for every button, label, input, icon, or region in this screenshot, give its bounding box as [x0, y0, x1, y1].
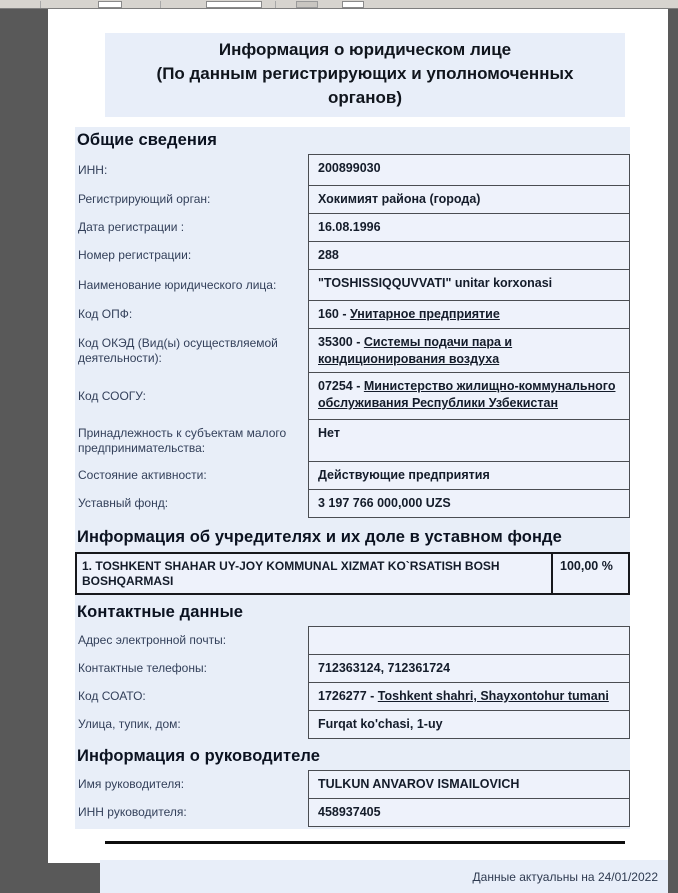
field-label: Код СООГУ:	[78, 388, 146, 403]
field-value-opf-code	[308, 300, 630, 329]
field-label: Контактные телефоны:	[78, 661, 207, 675]
field-value-reg-organ: Хокимият района (города)	[308, 185, 630, 214]
field-value-street: Furqat ko'chasi, 1-uy	[308, 710, 630, 739]
field-label: Состояние активности:	[78, 468, 207, 482]
field-label: Наименование юридического лица:	[78, 277, 277, 292]
field-label: Код ОКЭД (Вид(ы) осуществляемой деятельности):	[78, 335, 278, 365]
document-title	[105, 33, 625, 117]
code-prefix: 1726277 -	[318, 689, 378, 703]
field-value-reg-date: 16.08.1996	[308, 213, 630, 242]
field-value-director-inn: 458937405	[308, 798, 630, 827]
code-prefix: 07254 -	[318, 379, 364, 393]
toolbar-input-fragment[interactable]	[342, 1, 364, 8]
field-label: Номер регистрации:	[78, 248, 192, 262]
field-value-legal-name: "TOSHISSIQQUVVATI" unitar korxonasi	[308, 269, 630, 301]
field-value-soato-code	[308, 682, 630, 711]
field-row-email	[75, 626, 630, 655]
founder-name-cell: 1. TOSHKENT SHAHAR UY-JOY KOMMUNAL XIZMAT KO`RSATISH BOSH BOSHQARMASI	[82, 559, 500, 588]
field-label: Уставный фонд:	[78, 496, 169, 510]
field-value-inn: 200899030	[308, 154, 630, 186]
document-content	[75, 127, 630, 829]
field-value-small-business: Нет	[308, 419, 630, 462]
field-value-email	[308, 626, 630, 655]
field-label: Имя руководителя:	[78, 777, 185, 791]
field-label: Улица, тупик, дом:	[78, 717, 181, 731]
field-row-director-name	[75, 770, 630, 799]
field-value-reg-number: 288	[308, 241, 630, 270]
field-row-reg-date	[75, 213, 630, 242]
field-label: Регистрирующий орган:	[78, 192, 211, 206]
toolbar-separator	[40, 1, 41, 8]
field-value-phones: 712363124, 712361724	[308, 654, 630, 683]
toolbar-button-fragment[interactable]	[296, 1, 318, 8]
section-heading-director: Информация о руководителе	[77, 747, 321, 765]
field-row-oked-code	[75, 328, 630, 373]
field-row-director-inn	[75, 798, 630, 827]
field-value-activity-state: Действующие предприятия	[308, 461, 630, 490]
field-row-activity-state	[75, 461, 630, 490]
document-page	[48, 9, 668, 884]
field-row-charter-fund	[75, 489, 630, 518]
founder-share-cell: 100,00 %	[551, 554, 628, 593]
code-prefix: 160 -	[318, 307, 350, 321]
toolbar-separator	[160, 1, 161, 8]
section-heading-founders: Информация об учредителях и их доле в уставном фонде	[77, 528, 562, 546]
field-label: ИНН руководителя:	[78, 805, 187, 819]
field-label: Код ОПФ:	[78, 307, 133, 321]
document-title-line2: (По данным регистрирующих и уполномоченных органов)	[156, 64, 574, 107]
section-heading-contacts: Контактные данные	[77, 603, 244, 621]
field-row-inn	[75, 154, 630, 186]
field-row-phones	[75, 654, 630, 683]
field-value-soogu-code	[308, 372, 630, 420]
field-label: Код СОАТО:	[78, 689, 146, 703]
field-row-soogu-code	[75, 372, 630, 420]
field-row-street	[75, 710, 630, 739]
opf-reference-link[interactable]: Унитарное предприятие	[349, 307, 500, 321]
data-actuality-note: Данные актуальны на 24/01/2022	[472, 869, 658, 884]
field-row-soato-code	[75, 682, 630, 711]
toolbar-dropdown-fragment[interactable]	[206, 1, 262, 8]
field-value-oked-code	[308, 328, 630, 373]
field-label: Дата регистрации :	[78, 220, 185, 234]
field-label: Принадлежность к субъектам малого предпринимательства:	[78, 425, 287, 455]
field-value-charter-fund: 3 197 766 000,000 UZS	[308, 489, 630, 518]
soato-reference-link[interactable]: Toshkent shahri, Shayxontohur tumani	[377, 689, 609, 703]
application-toolbar-strip	[0, 0, 678, 9]
oked-reference-link[interactable]: Системы подачи пара и кондиционирования воздуха	[318, 335, 513, 366]
footer-bar	[100, 860, 668, 893]
field-row-opf-code	[75, 300, 630, 329]
field-value-director-name: TULKUN ANVAROV ISMAILOVICH	[308, 770, 630, 799]
field-label: Адрес электронной почты:	[78, 633, 227, 647]
toolbar-separator	[275, 1, 276, 8]
field-row-reg-organ	[75, 185, 630, 214]
footer-divider-line	[105, 841, 625, 844]
toolbar-input-fragment[interactable]	[98, 1, 122, 8]
field-label: ИНН:	[78, 162, 108, 177]
document-title-line1: Информация о юридическом лице	[218, 40, 512, 59]
code-prefix: 35300 -	[318, 335, 364, 349]
section-heading-general: Общие сведения	[77, 131, 217, 149]
field-row-reg-number	[75, 241, 630, 270]
founder-table-row	[75, 552, 630, 595]
soogu-reference-link[interactable]: Министерство жилищно-коммунального обслуживания Республики Узбекистан	[318, 379, 616, 410]
field-row-legal-name	[75, 269, 630, 301]
field-row-small-business	[75, 419, 630, 462]
